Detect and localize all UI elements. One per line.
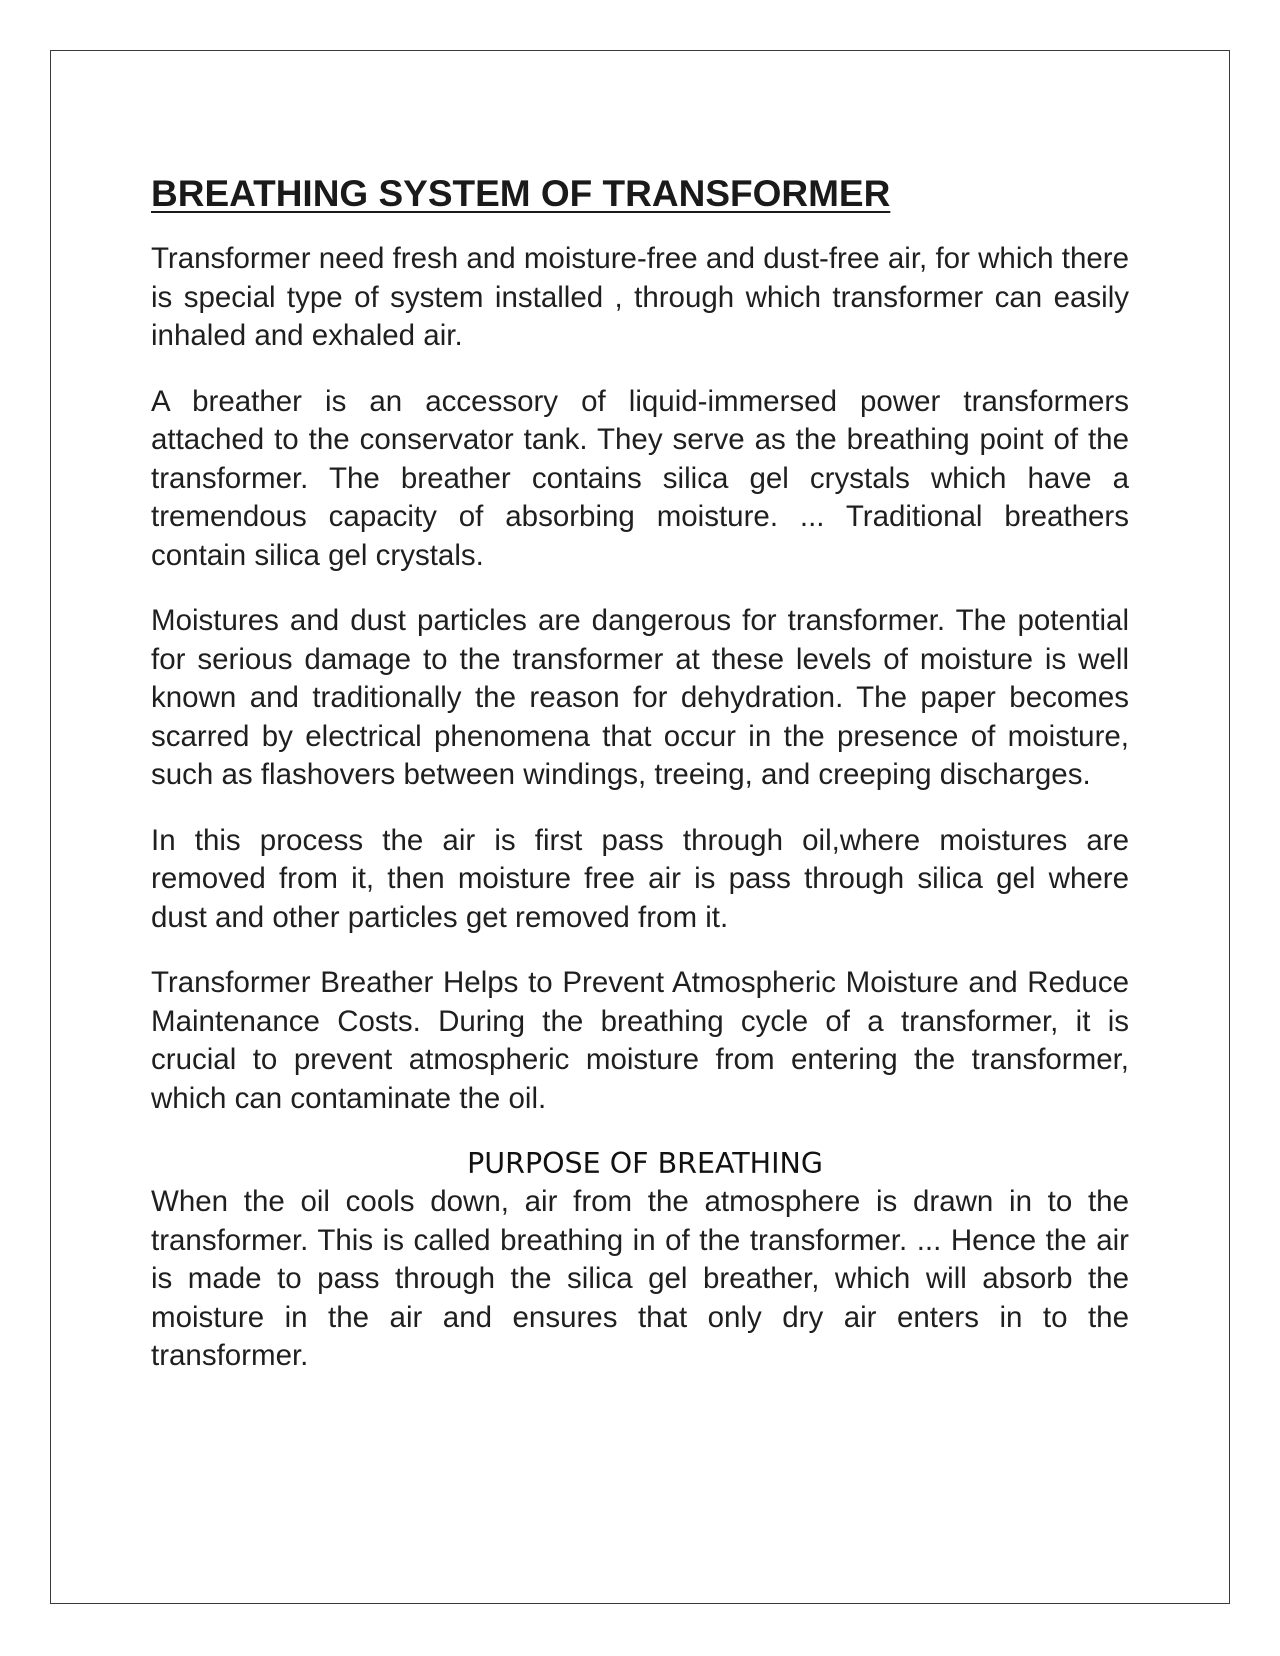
paragraph-moisture-danger: Moistures and dust particles are dangerous for transformer. The potential for serious damage to the transformer at these levels of moisture is well known and traditionally the reason for dehydration. The paper becomes scarred by electrical phenomena that occur in the presence of moisture, such as flashovers between windings, treeing, and creeping discharges. <box>151 604 1129 792</box>
paragraph-breather-definition: A breather is an accessory of liquid-immersed power transformers attached to the conservator tank. They serve as the breathing point of the transformer. The breather contains silica gel crystals which have a tremendous capacity of absorbing moisture. ... Traditional breathers contain silica gel crystals. <box>151 384 1129 572</box>
paragraph-purpose: When the oil cools down, air from the atmosphere is drawn in to the transformer. This is called breathing in of the transformer. ... Hence the air is made to pass through the silica gel breather, which will absorb the moisture in the air and ensures that only dry air enters in to the transformer. <box>151 1185 1129 1373</box>
page-title: BREATHING SYSTEM OF TRANSFORMER <box>151 173 891 214</box>
paragraph-intro: Transformer need fresh and moisture-free and dust-free air, for which there is special type of system installed , through which transformer can easily inhaled and exhaled air. <box>151 242 1129 353</box>
paragraph-maintenance: Transformer Breather Helps to Prevent Atmospheric Moisture and Reduce Maintenance Costs. During the breathing cycle of a transformer, it is crucial to prevent atmospheric moisture from entering the transformer, which can contaminate the oil. <box>151 966 1129 1115</box>
section-heading: PURPOSE OF BREATHING <box>467 1147 823 1181</box>
paragraph-process: In this process the air is first pass through oil,where moistures are removed from it, then moisture free air is pass through silica gel where dust and other particles get removed from it. <box>151 823 1129 934</box>
document-body <box>151 172 1129 1403</box>
